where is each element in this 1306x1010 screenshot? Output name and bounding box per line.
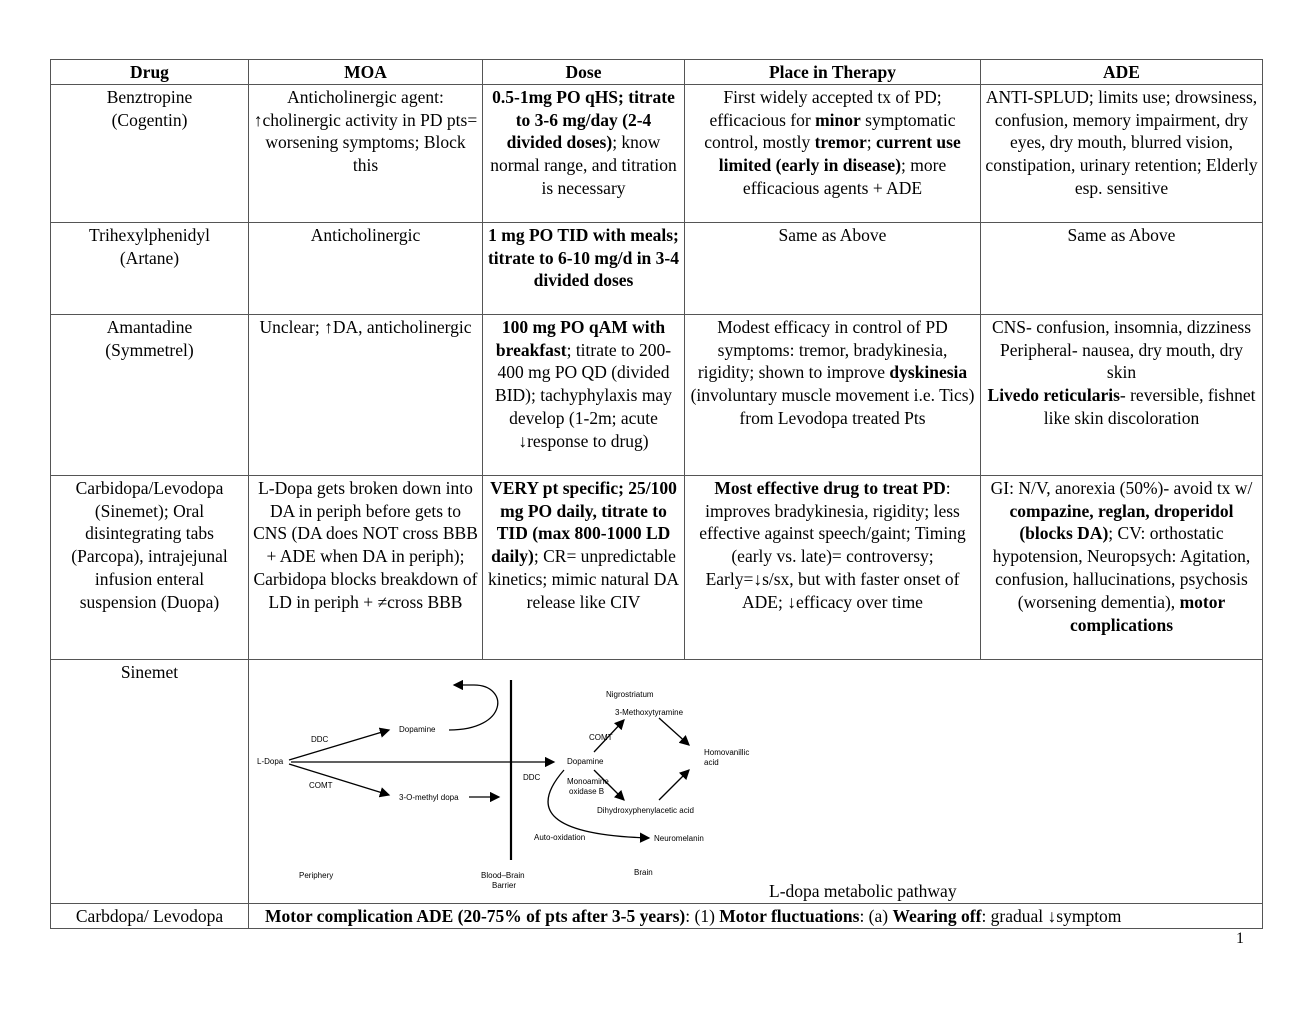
ade-cell [981, 84, 1263, 222]
label-3-o-methyldopa: 3-O-methyl dopa [399, 792, 459, 802]
therapy-cell [685, 84, 981, 222]
text-run: 1 mg PO TID with meals; titrate to 6-10 mg/d in 3-4 divided doses [487, 224, 679, 291]
label-bbb-2: Barrier [492, 880, 517, 890]
text-run: ; [866, 132, 876, 153]
text-run: : (1) [685, 905, 720, 926]
table-row-trihexylphenidyl [51, 222, 1263, 314]
table-row-carbidopa-levodopa [51, 475, 1263, 659]
text-run: Wearing off [892, 905, 982, 926]
drug-cell [51, 314, 249, 475]
ldopa-pathway-diagram [249, 660, 789, 903]
dose-cell [483, 222, 685, 314]
text-run: ; know normal range, and titration is necessary [490, 132, 677, 198]
text-run: Same as Above [778, 224, 887, 245]
label-dhpaa: Dihydroxyphenylacetic acid [597, 805, 694, 815]
dose-cell [483, 84, 685, 222]
drug-name-line: (Artane) [119, 247, 180, 268]
text-run: Motor fluctuations [719, 905, 860, 926]
text-run: - reversible, fishnet like skin discoloration [1043, 385, 1256, 428]
drug-name-line: Carbidopa/Levodopa [75, 477, 224, 498]
text-run: : gradual ↓symptom [981, 905, 1122, 926]
label-bbb-1: Blood–Brain [481, 870, 525, 880]
label-l-dopa: L-Dopa [257, 756, 284, 766]
label-mao-b-1: Monoamine [567, 776, 609, 786]
therapy-cell [685, 314, 981, 475]
text-run: First widely accepted tx of PD; efficacious for [709, 86, 942, 130]
header-row [51, 60, 1263, 85]
drug-cell [51, 475, 249, 659]
text-run: Modest efficacy in control of PD symptoms: tremor, bradykinesia, rigidity; shown to improve [697, 316, 948, 383]
text-run: symptomatic control, mostly [704, 109, 956, 153]
text-run: Most effective drug to treat PD [714, 477, 946, 498]
ade-cell [981, 475, 1263, 659]
moa-cell [249, 314, 483, 475]
text-run: ; CR= unpredictable kinetics; mimic natural DA release like CIV [488, 546, 679, 612]
text-run: GI: N/V, anorexia (50%)- avoid tx w/ [990, 477, 1253, 498]
drug-cell [51, 84, 249, 222]
therapy-cell [685, 222, 981, 314]
drug-name-line: Trihexylphenidyl [89, 224, 210, 245]
label-autooxidation: Auto-oxidation [534, 832, 586, 842]
text-run: Anticholinergic [310, 224, 421, 245]
text-run: Peripheral- nausea, dry mouth, dry skin [1000, 339, 1243, 383]
ade-cell [981, 222, 1263, 314]
label-mao-b-2: oxidase B [569, 786, 605, 796]
last-row-text [253, 905, 1258, 928]
drug-name-line: (Sinemet); Oral disintegrating tabs (Parcopa), intrajejunal infusion enteral suspension (Duopa) [71, 500, 228, 612]
label-acid: acid [704, 757, 719, 767]
label-homovanillic: Homovanillic [704, 747, 750, 757]
header-dose: Dose [483, 60, 685, 85]
moa-cell [249, 84, 483, 222]
therapy-cell [685, 475, 981, 659]
drug-name-line: Amantadine [106, 316, 193, 337]
text-run: ; titrate to 200-400 mg PO QD (divided BID); tachyphylaxis may develop (1-2m; acute ↓response to drug) [495, 339, 672, 451]
text-run: current use limited (early in disease) [718, 132, 961, 176]
label-brain: Brain [634, 867, 653, 877]
text-run: Anticholinergic agent: ↑cholinergic activity in PD pts= worsening symptoms; Block this [253, 86, 478, 176]
text-run: Unclear; ↑DA, anticholinergic [259, 316, 472, 337]
text-run: : improves bradykinesia, rigidity; less effective against speech/gaint; Timing (early vs. late)= controversy; Early=↓s/sx, but with faster onset of ADE; ↓efficacy over time [699, 477, 966, 612]
label-comt-brain: COMT [589, 732, 613, 742]
header-ade: ADE [981, 60, 1263, 85]
label-ddc-periph: DDC [311, 734, 329, 744]
text-run: L-Dopa gets broken down into DA in periph before gets to CNS (DA does NOT cross BBB + ADE when DA in periph); Carbidopa blocks breakdown of LD in periph + ≠cross BBB [253, 477, 478, 612]
text-run: dyskinesia [889, 362, 968, 383]
text-run: Livedo reticularis [987, 385, 1120, 406]
dose-cell [483, 475, 685, 659]
text-run: compazine, reglan, droperidol (blocks DA) [1009, 500, 1234, 544]
text-run: Motor complication ADE (20-75% of pts after 3-5 years) [265, 905, 686, 926]
text-run: Same as Above [1067, 224, 1176, 245]
drug-cell [51, 222, 249, 314]
text-run: ; more efficacious agents + ADE [742, 155, 947, 198]
header-moa: MOA [249, 60, 483, 85]
table-row-carbdopa-levodopa-2 [51, 903, 1263, 928]
header-drug: Drug [51, 60, 249, 85]
text-run: CNS- confusion, insomnia, dizziness [991, 316, 1252, 337]
label-nigrostriatum: Nigrostriatum [606, 689, 654, 699]
moa-cell [249, 222, 483, 314]
label-neuromelanin: Neuromelanin [654, 833, 704, 843]
moa-cell [249, 475, 483, 659]
text-run: VERY pt specific; 25/100 mg PO daily, titrate to TID (max 800-1000 LD daily) [490, 477, 677, 567]
dose-cell [483, 314, 685, 475]
ade-cell [981, 314, 1263, 475]
drug-name-line: (Cogentin) [111, 109, 188, 130]
last-row-text-cell [249, 903, 1263, 928]
label-methoxytyramine: 3-Methoxytyramine [615, 707, 684, 717]
last-row-drug-cell: Carbdopa/ Levodopa [51, 903, 249, 928]
text-run: ; CV: orthostatic hypotension, Neuropsych: Agitation, confusion, hallucinations, psychosis (worsening dementia), [992, 523, 1251, 612]
text-run: ANTI-SPLUD; limits use; drowsiness, confusion, memory impairment, dry eyes, dry mouth, blurred vision, constipation, urinary retention; Elderly esp. sensitive [985, 86, 1258, 198]
drug-name-line: (Symmetrel) [105, 339, 194, 360]
label-comt-periph: COMT [309, 780, 333, 790]
header-therapy: Place in Therapy [685, 60, 981, 85]
label-dopamine-brain: Dopamine [567, 756, 604, 766]
sinemet-diagram-cell [249, 659, 1263, 903]
drug-table [50, 59, 1263, 929]
table-row-benztropine [51, 84, 1263, 222]
label-ddc-brain: DDC [523, 772, 541, 782]
table-row-sinemet [51, 659, 1263, 903]
label-periphery: Periphery [299, 870, 334, 880]
text-run: : (a) [859, 905, 893, 926]
diagram-caption: L-dopa metabolic pathway [769, 880, 957, 901]
drug-name-line: Benztropine [106, 86, 193, 107]
text-run: motor complications [1069, 591, 1226, 635]
text-run: 0.5-1mg PO qHS; titrate to 3-6 mg/day (2-4 divided doses) [492, 86, 675, 153]
table-row-amantadine [51, 314, 1263, 475]
label-dopamine-periph: Dopamine [399, 724, 436, 734]
table-body [51, 84, 1263, 928]
text-run: tremor [814, 132, 867, 153]
text-run: minor [815, 109, 861, 130]
text-run: (involuntary muscle movement i.e. Tics) from Levodopa treated Pts [690, 385, 975, 428]
sinemet-drug-cell: Sinemet [51, 659, 249, 903]
text-run: 100 mg PO qAM with breakfast [495, 316, 666, 360]
page-number: 1 [1236, 930, 1244, 947]
